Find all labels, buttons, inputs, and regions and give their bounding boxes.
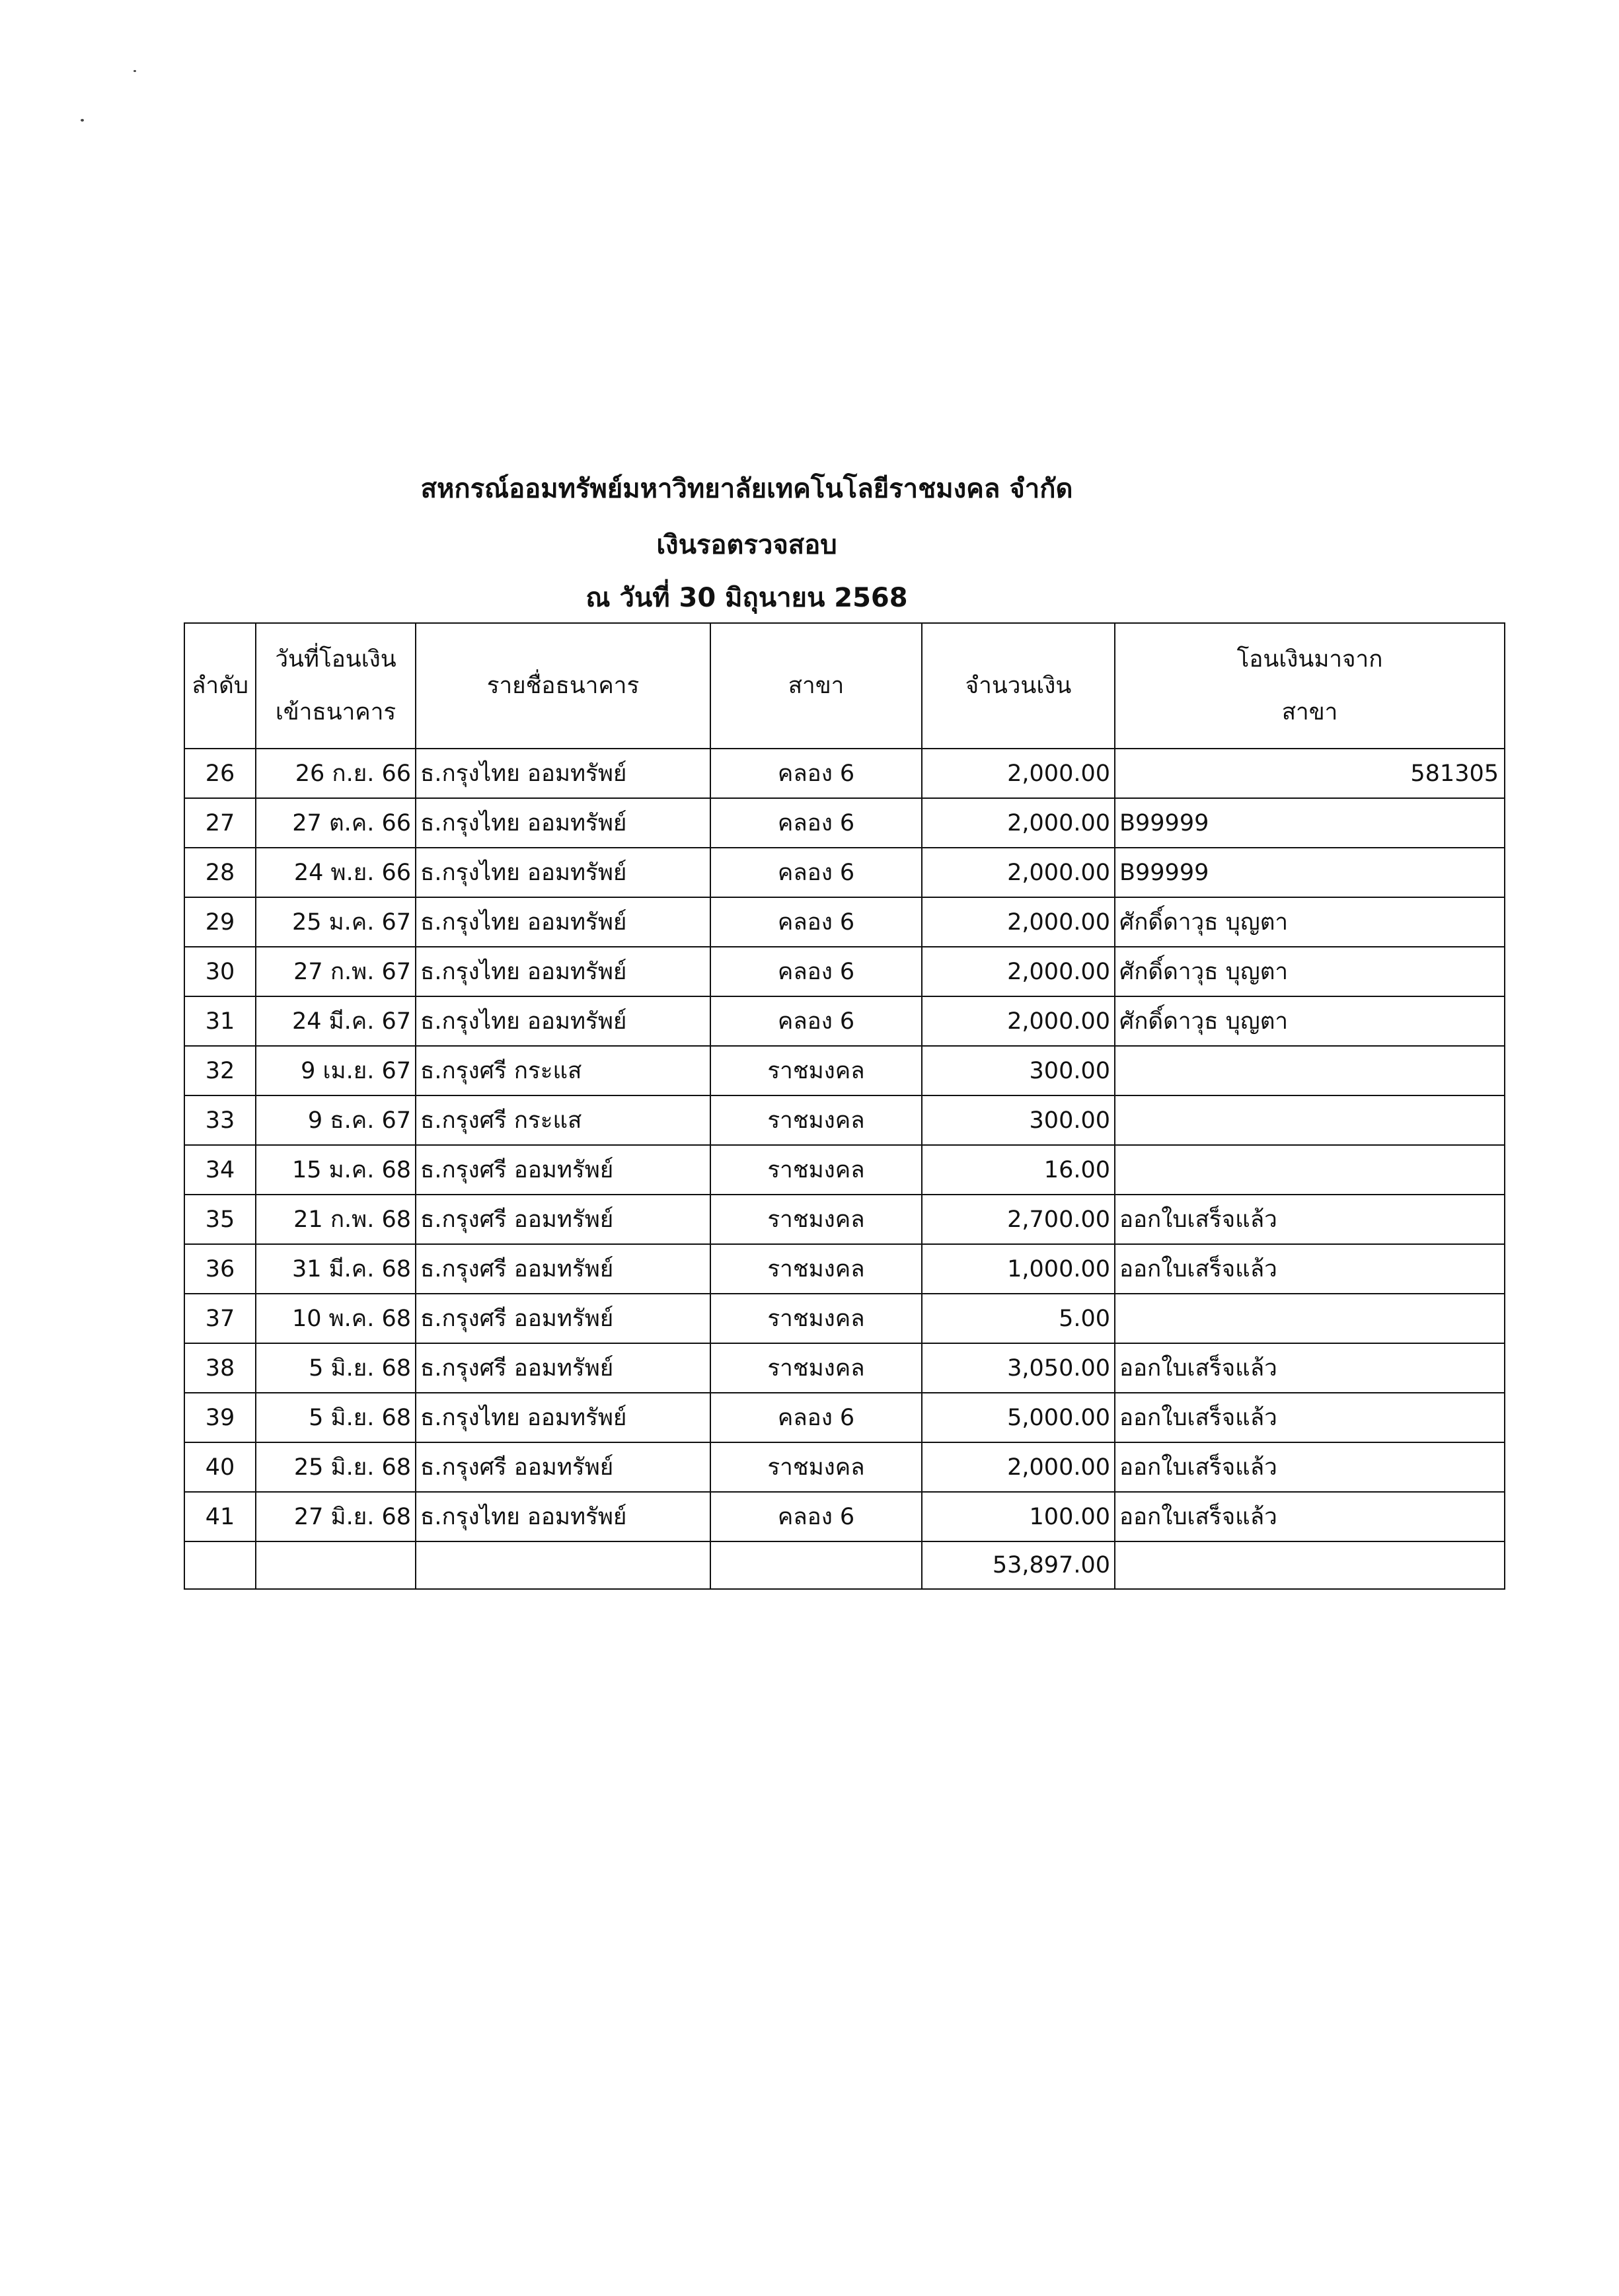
cell-no: 37 [184, 1294, 256, 1343]
cell-transfer-date: 25 มิ.ย. 68 [256, 1442, 416, 1492]
table-body [184, 749, 1505, 1541]
cell-no: 39 [184, 1393, 256, 1442]
table-row [184, 1095, 1505, 1145]
cell-branch: คลอง 6 [710, 848, 922, 897]
cell-branch: คลอง 6 [710, 749, 922, 798]
cell-transfer-date: 24 มี.ค. 67 [256, 996, 416, 1046]
cell-no: 32 [184, 1046, 256, 1095]
cell-no: 29 [184, 897, 256, 947]
cell-no: 41 [184, 1492, 256, 1541]
table-row [184, 996, 1505, 1046]
header-date-line1: วันที่โอนเงิน [275, 646, 396, 673]
table-row [184, 1244, 1505, 1294]
cell-from: ออกใบเสร็จแล้ว [1115, 1442, 1505, 1492]
cell-branch: ราชมงคล [710, 1343, 922, 1393]
cell-bank: ธ.กรุงศรี ออมทรัพย์ [416, 1442, 710, 1492]
scan-speck [133, 70, 136, 72]
cell-from [1115, 1294, 1505, 1343]
header-from-line1: โอนเงินมาจาก [1236, 646, 1383, 673]
cell-from [1115, 1046, 1505, 1095]
cell-amount: 5,000.00 [922, 1393, 1115, 1442]
cell-amount: 2,700.00 [922, 1195, 1115, 1244]
cell-transfer-date: 31 มี.ค. 68 [256, 1244, 416, 1294]
cell-transfer-date: 26 ก.ย. 66 [256, 749, 416, 798]
cell-bank: ธ.กรุงศรี ออมทรัพย์ [416, 1244, 710, 1294]
cell-bank: ธ.กรุงไทย ออมทรัพย์ [416, 1492, 710, 1541]
cell-amount: 1,000.00 [922, 1244, 1115, 1294]
cell-no: 36 [184, 1244, 256, 1294]
table-row [184, 1442, 1505, 1492]
cell-from [1115, 1145, 1505, 1195]
cell-bank: ธ.กรุงศรี ออมทรัพย์ [416, 1195, 710, 1244]
total-empty-cell [710, 1541, 922, 1589]
cell-no: 35 [184, 1195, 256, 1244]
cell-branch: คลอง 6 [710, 798, 922, 848]
header-no: ลำดับ [184, 623, 256, 749]
cell-transfer-date: 5 มิ.ย. 68 [256, 1393, 416, 1442]
cell-transfer-date: 15 ม.ค. 68 [256, 1145, 416, 1195]
cell-from: B99999 [1115, 848, 1505, 897]
header-branch: สาขา [710, 623, 922, 749]
cell-bank: ธ.กรุงศรี ออมทรัพย์ [416, 1294, 710, 1343]
header-date-line2: เข้าธนาคาร [275, 699, 396, 725]
cell-amount: 2,000.00 [922, 749, 1115, 798]
cell-amount: 2,000.00 [922, 947, 1115, 996]
cell-branch: คลอง 6 [710, 996, 922, 1046]
cell-bank: ธ.กรุงไทย ออมทรัพย์ [416, 897, 710, 947]
document-title: สหกรณ์ออมทรัพย์มหาวิทยาลัยเทคโนโลยีราชมงคล จำกัด [420, 474, 1073, 504]
cell-branch: ราชมงคล [710, 1195, 922, 1244]
cell-from: ออกใบเสร็จแล้ว [1115, 1244, 1505, 1294]
cell-bank: ธ.กรุงไทย ออมทรัพย์ [416, 1393, 710, 1442]
cell-from: ออกใบเสร็จแล้ว [1115, 1393, 1505, 1442]
cell-bank: ธ.กรุงไทย ออมทรัพย์ [416, 996, 710, 1046]
cell-transfer-date: 9 ธ.ค. 67 [256, 1095, 416, 1145]
cell-bank: ธ.กรุงไทย ออมทรัพย์ [416, 798, 710, 848]
total-amount: 53,897.00 [922, 1541, 1115, 1589]
cell-bank: ธ.กรุงศรี ออมทรัพย์ [416, 1343, 710, 1393]
cell-bank: ธ.กรุงศรี กระแส [416, 1095, 710, 1145]
cell-transfer-date: 25 ม.ค. 67 [256, 897, 416, 947]
table-row [184, 897, 1505, 947]
cell-bank: ธ.กรุงศรี ออมทรัพย์ [416, 1145, 710, 1195]
table-row [184, 848, 1505, 897]
table-header-row [184, 623, 1505, 749]
total-row [184, 1541, 1505, 1589]
header-amount: จำนวนเงิน [922, 623, 1115, 749]
cell-amount: 300.00 [922, 1095, 1115, 1145]
cell-from: 581305 [1115, 749, 1505, 798]
cell-bank: ธ.กรุงไทย ออมทรัพย์ [416, 848, 710, 897]
cell-transfer-date: 24 พ.ย. 66 [256, 848, 416, 897]
cell-amount: 100.00 [922, 1492, 1115, 1541]
cell-from: ออกใบเสร็จแล้ว [1115, 1492, 1505, 1541]
cell-no: 34 [184, 1145, 256, 1195]
cell-transfer-date: 21 ก.พ. 68 [256, 1195, 416, 1244]
cell-amount: 2,000.00 [922, 848, 1115, 897]
header-from [1115, 623, 1505, 749]
cell-amount: 16.00 [922, 1145, 1115, 1195]
cell-bank: ธ.กรุงศรี กระแส [416, 1046, 710, 1095]
cell-transfer-date: 10 พ.ค. 68 [256, 1294, 416, 1343]
cell-amount: 2,000.00 [922, 996, 1115, 1046]
table-row [184, 1343, 1505, 1393]
cell-no: 27 [184, 798, 256, 848]
header-from-line2: สาขา [1281, 699, 1338, 725]
total-empty-cell [416, 1541, 710, 1589]
cell-from [1115, 1095, 1505, 1145]
cell-branch: คลอง 6 [710, 1393, 922, 1442]
document-subtitle: เงินรอตรวจสอบ [656, 530, 837, 560]
table-row [184, 1294, 1505, 1343]
cell-bank: ธ.กรุงไทย ออมทรัพย์ [416, 749, 710, 798]
cell-no: 40 [184, 1442, 256, 1492]
table-row [184, 798, 1505, 848]
cell-transfer-date: 27 ก.พ. 67 [256, 947, 416, 996]
total-empty-cell [1115, 1541, 1505, 1589]
header-transfer-date [256, 623, 416, 749]
cell-branch: คลอง 6 [710, 947, 922, 996]
cell-no: 33 [184, 1095, 256, 1145]
cell-branch: คลอง 6 [710, 897, 922, 947]
cell-from: ศักดิ์ดาวุธ บุญตา [1115, 897, 1505, 947]
table-row [184, 1195, 1505, 1244]
scan-speck [81, 119, 84, 122]
cell-amount: 2,000.00 [922, 897, 1115, 947]
pending-funds-table [184, 622, 1505, 1590]
cell-amount: 5.00 [922, 1294, 1115, 1343]
cell-from: ศักดิ์ดาวุธ บุญตา [1115, 947, 1505, 996]
cell-no: 26 [184, 749, 256, 798]
cell-from: B99999 [1115, 798, 1505, 848]
cell-branch: คลอง 6 [710, 1492, 922, 1541]
table-row [184, 1492, 1505, 1541]
table-row [184, 749, 1505, 798]
cell-no: 30 [184, 947, 256, 996]
cell-no: 31 [184, 996, 256, 1046]
cell-branch: ราชมงคล [710, 1145, 922, 1195]
cell-no: 38 [184, 1343, 256, 1393]
cell-no: 28 [184, 848, 256, 897]
table-row [184, 1046, 1505, 1095]
table-row [184, 1145, 1505, 1195]
cell-bank: ธ.กรุงไทย ออมทรัพย์ [416, 947, 710, 996]
cell-branch: ราชมงคล [710, 1244, 922, 1294]
cell-transfer-date: 27 ต.ค. 66 [256, 798, 416, 848]
cell-from: ศักดิ์ดาวุธ บุญตา [1115, 996, 1505, 1046]
cell-transfer-date: 5 มิ.ย. 68 [256, 1343, 416, 1393]
cell-branch: ราชมงคล [710, 1294, 922, 1343]
cell-transfer-date: 27 มิ.ย. 68 [256, 1492, 416, 1541]
cell-branch: ราชมงคล [710, 1046, 922, 1095]
cell-branch: ราชมงคล [710, 1442, 922, 1492]
as-of-date: ณ วันที่ 30 มิถุนายน 2568 [585, 583, 908, 613]
cell-from: ออกใบเสร็จแล้ว [1115, 1195, 1505, 1244]
total-empty-cell [184, 1541, 256, 1589]
cell-amount: 2,000.00 [922, 798, 1115, 848]
cell-branch: ราชมงคล [710, 1095, 922, 1145]
total-empty-cell [256, 1541, 416, 1589]
cell-transfer-date: 9 เม.ย. 67 [256, 1046, 416, 1095]
cell-amount: 3,050.00 [922, 1343, 1115, 1393]
cell-amount: 2,000.00 [922, 1442, 1115, 1492]
cell-amount: 300.00 [922, 1046, 1115, 1095]
cell-from: ออกใบเสร็จแล้ว [1115, 1343, 1505, 1393]
table-row [184, 1393, 1505, 1442]
table-row [184, 947, 1505, 996]
header-bank: รายชื่อธนาคาร [416, 623, 710, 749]
